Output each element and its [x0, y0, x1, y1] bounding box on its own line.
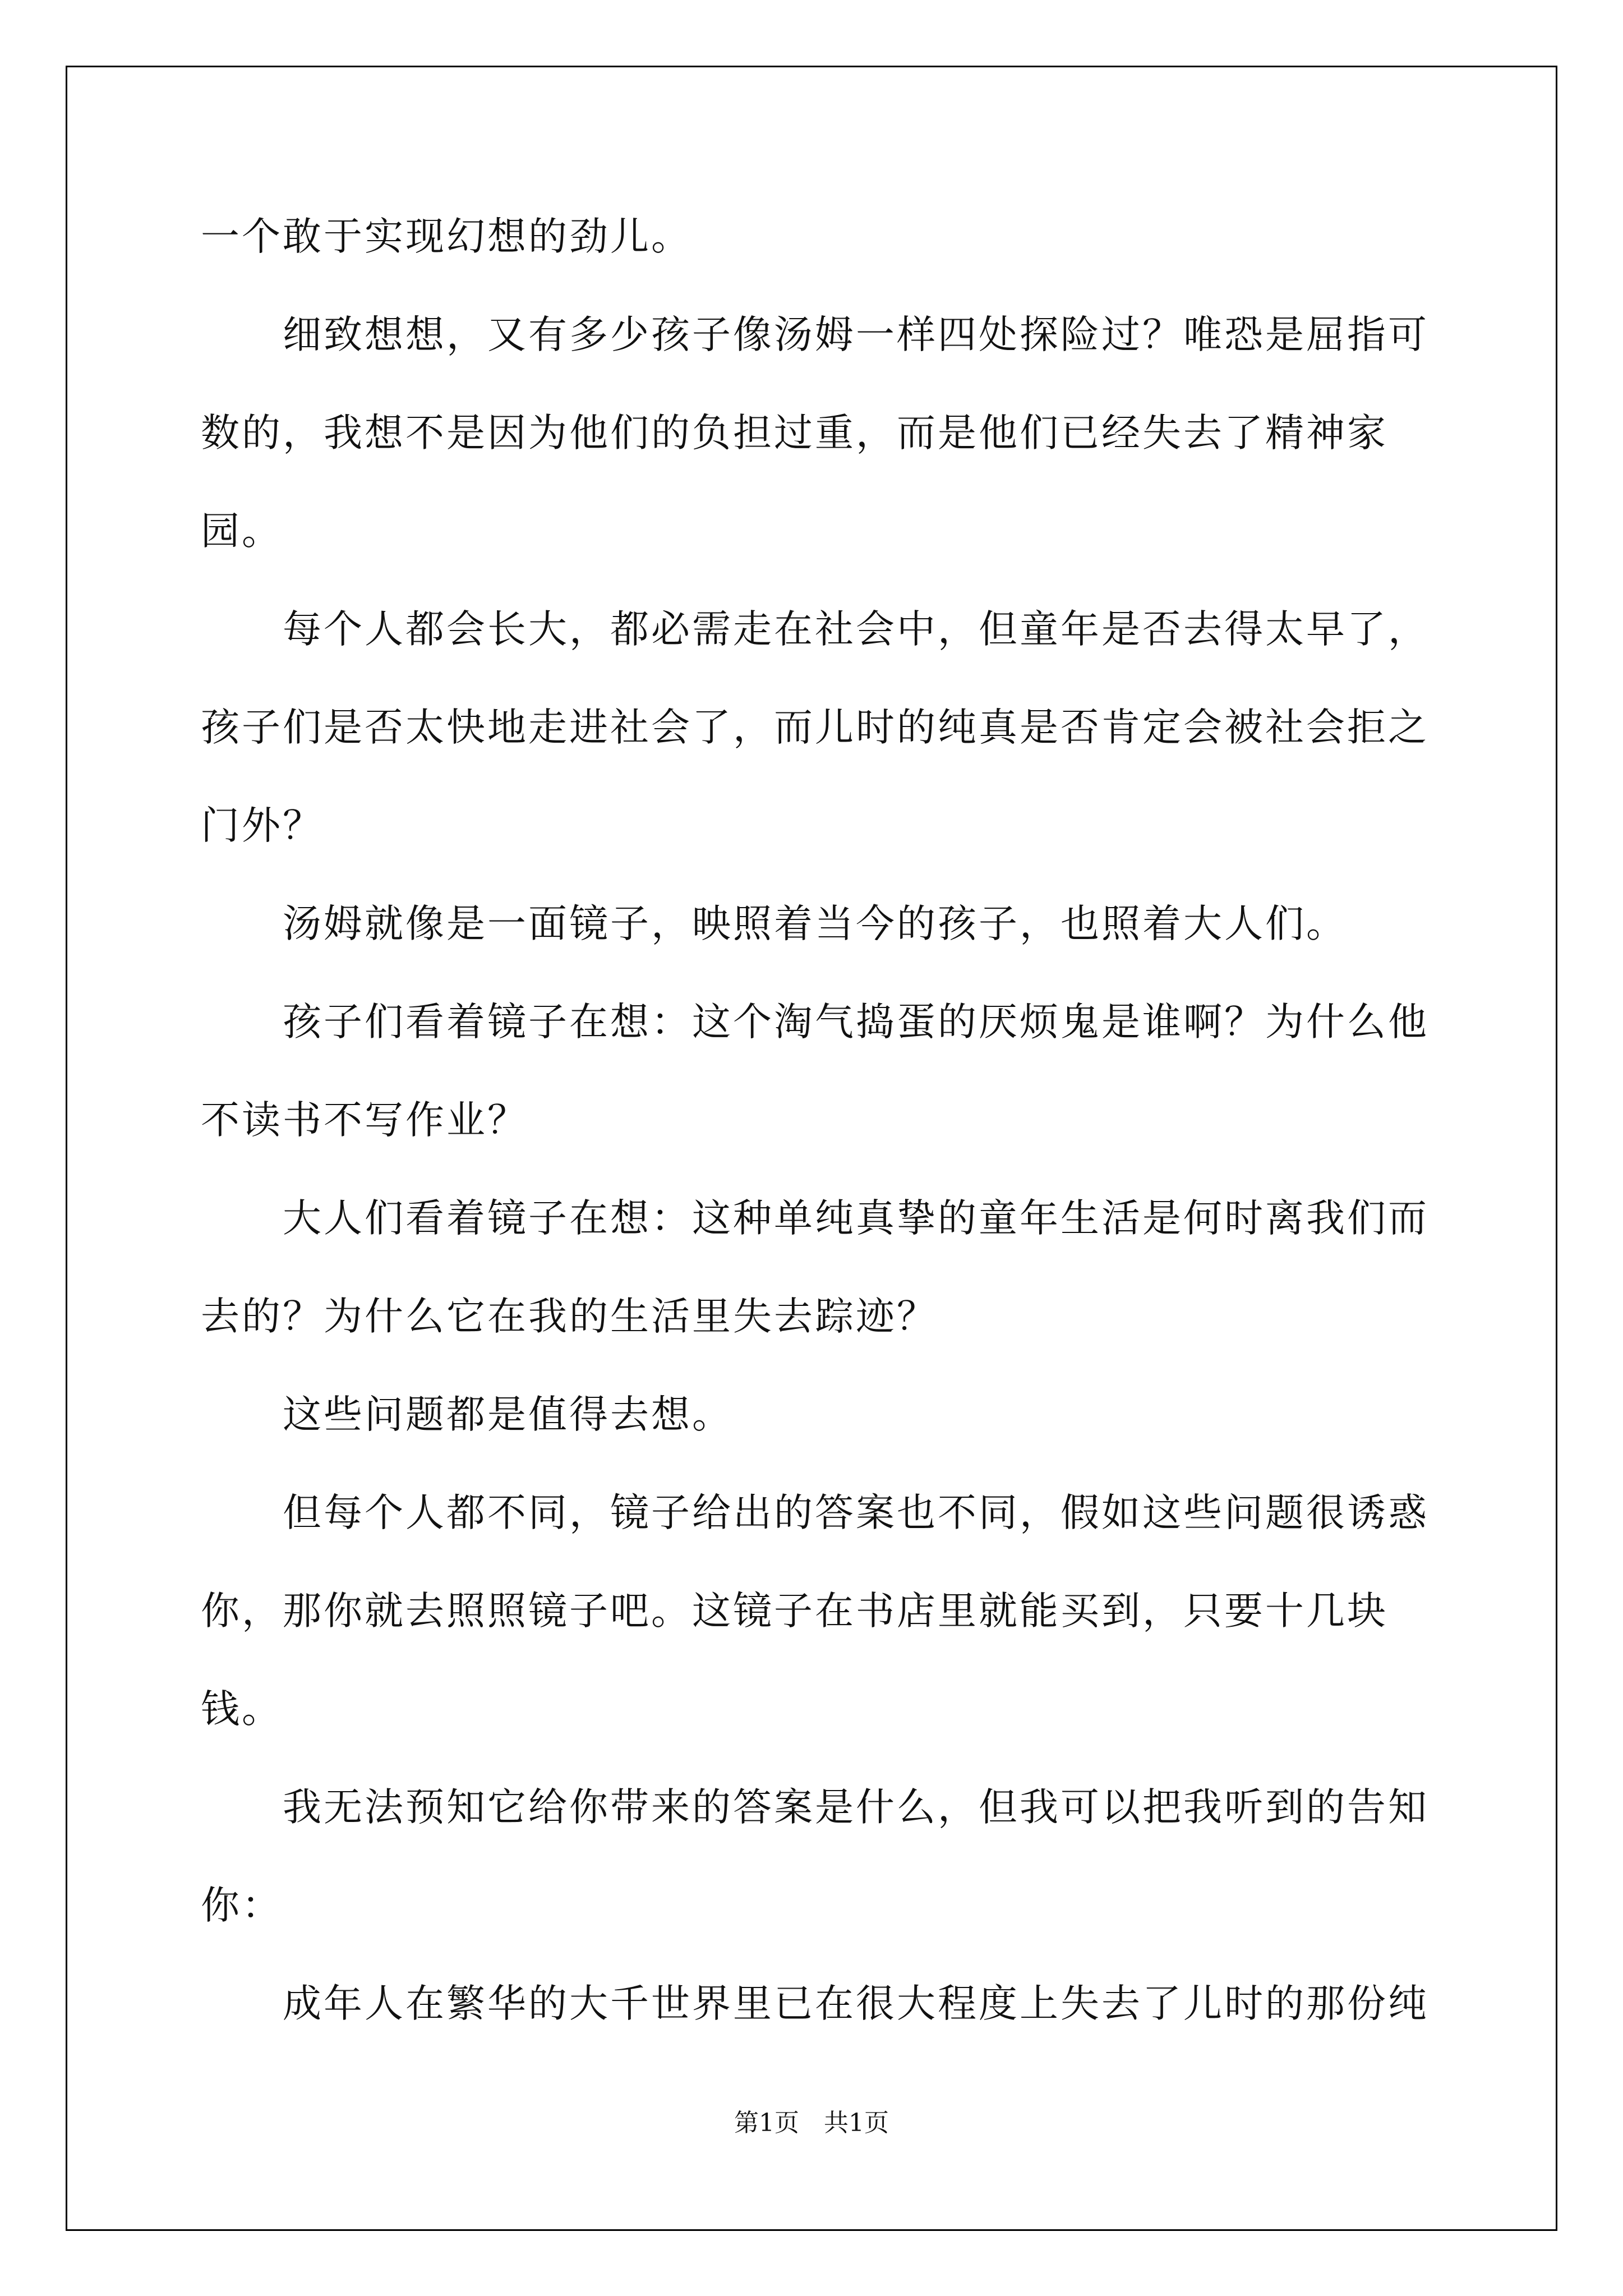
paragraph-8: 但每个人都不同，镜子给出的答案也不同，假如这些问题很诱惑你，那你就去照照镜子吧。这镜子在书店里就能买到，只要十几块钱。	[201, 1490, 1429, 1732]
page-total: 共1页	[824, 2109, 889, 2137]
paragraph-3: 每个人都会长大，都必需走在社会中，但童年是否去得太早了，孩子们是否太快地走进社会了，而儿时的纯真是否肯定会被社会拒之门外？	[201, 607, 1429, 848]
document-body	[201, 188, 1451, 2053]
paragraph-2: 细致想想，又有多少孩子像汤姆一样四处探险过？唯恐是屈指可数的，我想不是因为他们的负担过重，而是他们已经失去了精神家园。	[201, 312, 1429, 554]
paragraph-4: 汤姆就像是一面镜子，映照着当今的孩子，也照着大人们。	[283, 901, 1347, 946]
paragraph-7: 这些问题都是值得去想。	[283, 1392, 733, 1437]
paragraph-9: 我无法预知它给你带来的答案是什么，但我可以把我听到的告知你：	[201, 1785, 1429, 1928]
page-footer	[0, 2106, 1623, 2140]
page-number: 第1页	[734, 2109, 799, 2137]
paragraph-10: 成年人在繁华的大千世界里已在很大程度上失去了儿时的那份纯	[283, 1981, 1429, 2026]
paragraph-1: 一个敢于实现幻想的劲儿。	[201, 214, 692, 259]
paragraph-6: 大人们看着镜子在想：这种单纯真挚的童年生活是何时离我们而去的？为什么它在我的生活里失去踪迹？	[201, 1196, 1429, 1339]
paragraph-5: 孩子们看着镜子在想：这个淘气捣蛋的厌烦鬼是谁啊？为什么他不读书不写作业？	[201, 1000, 1429, 1143]
